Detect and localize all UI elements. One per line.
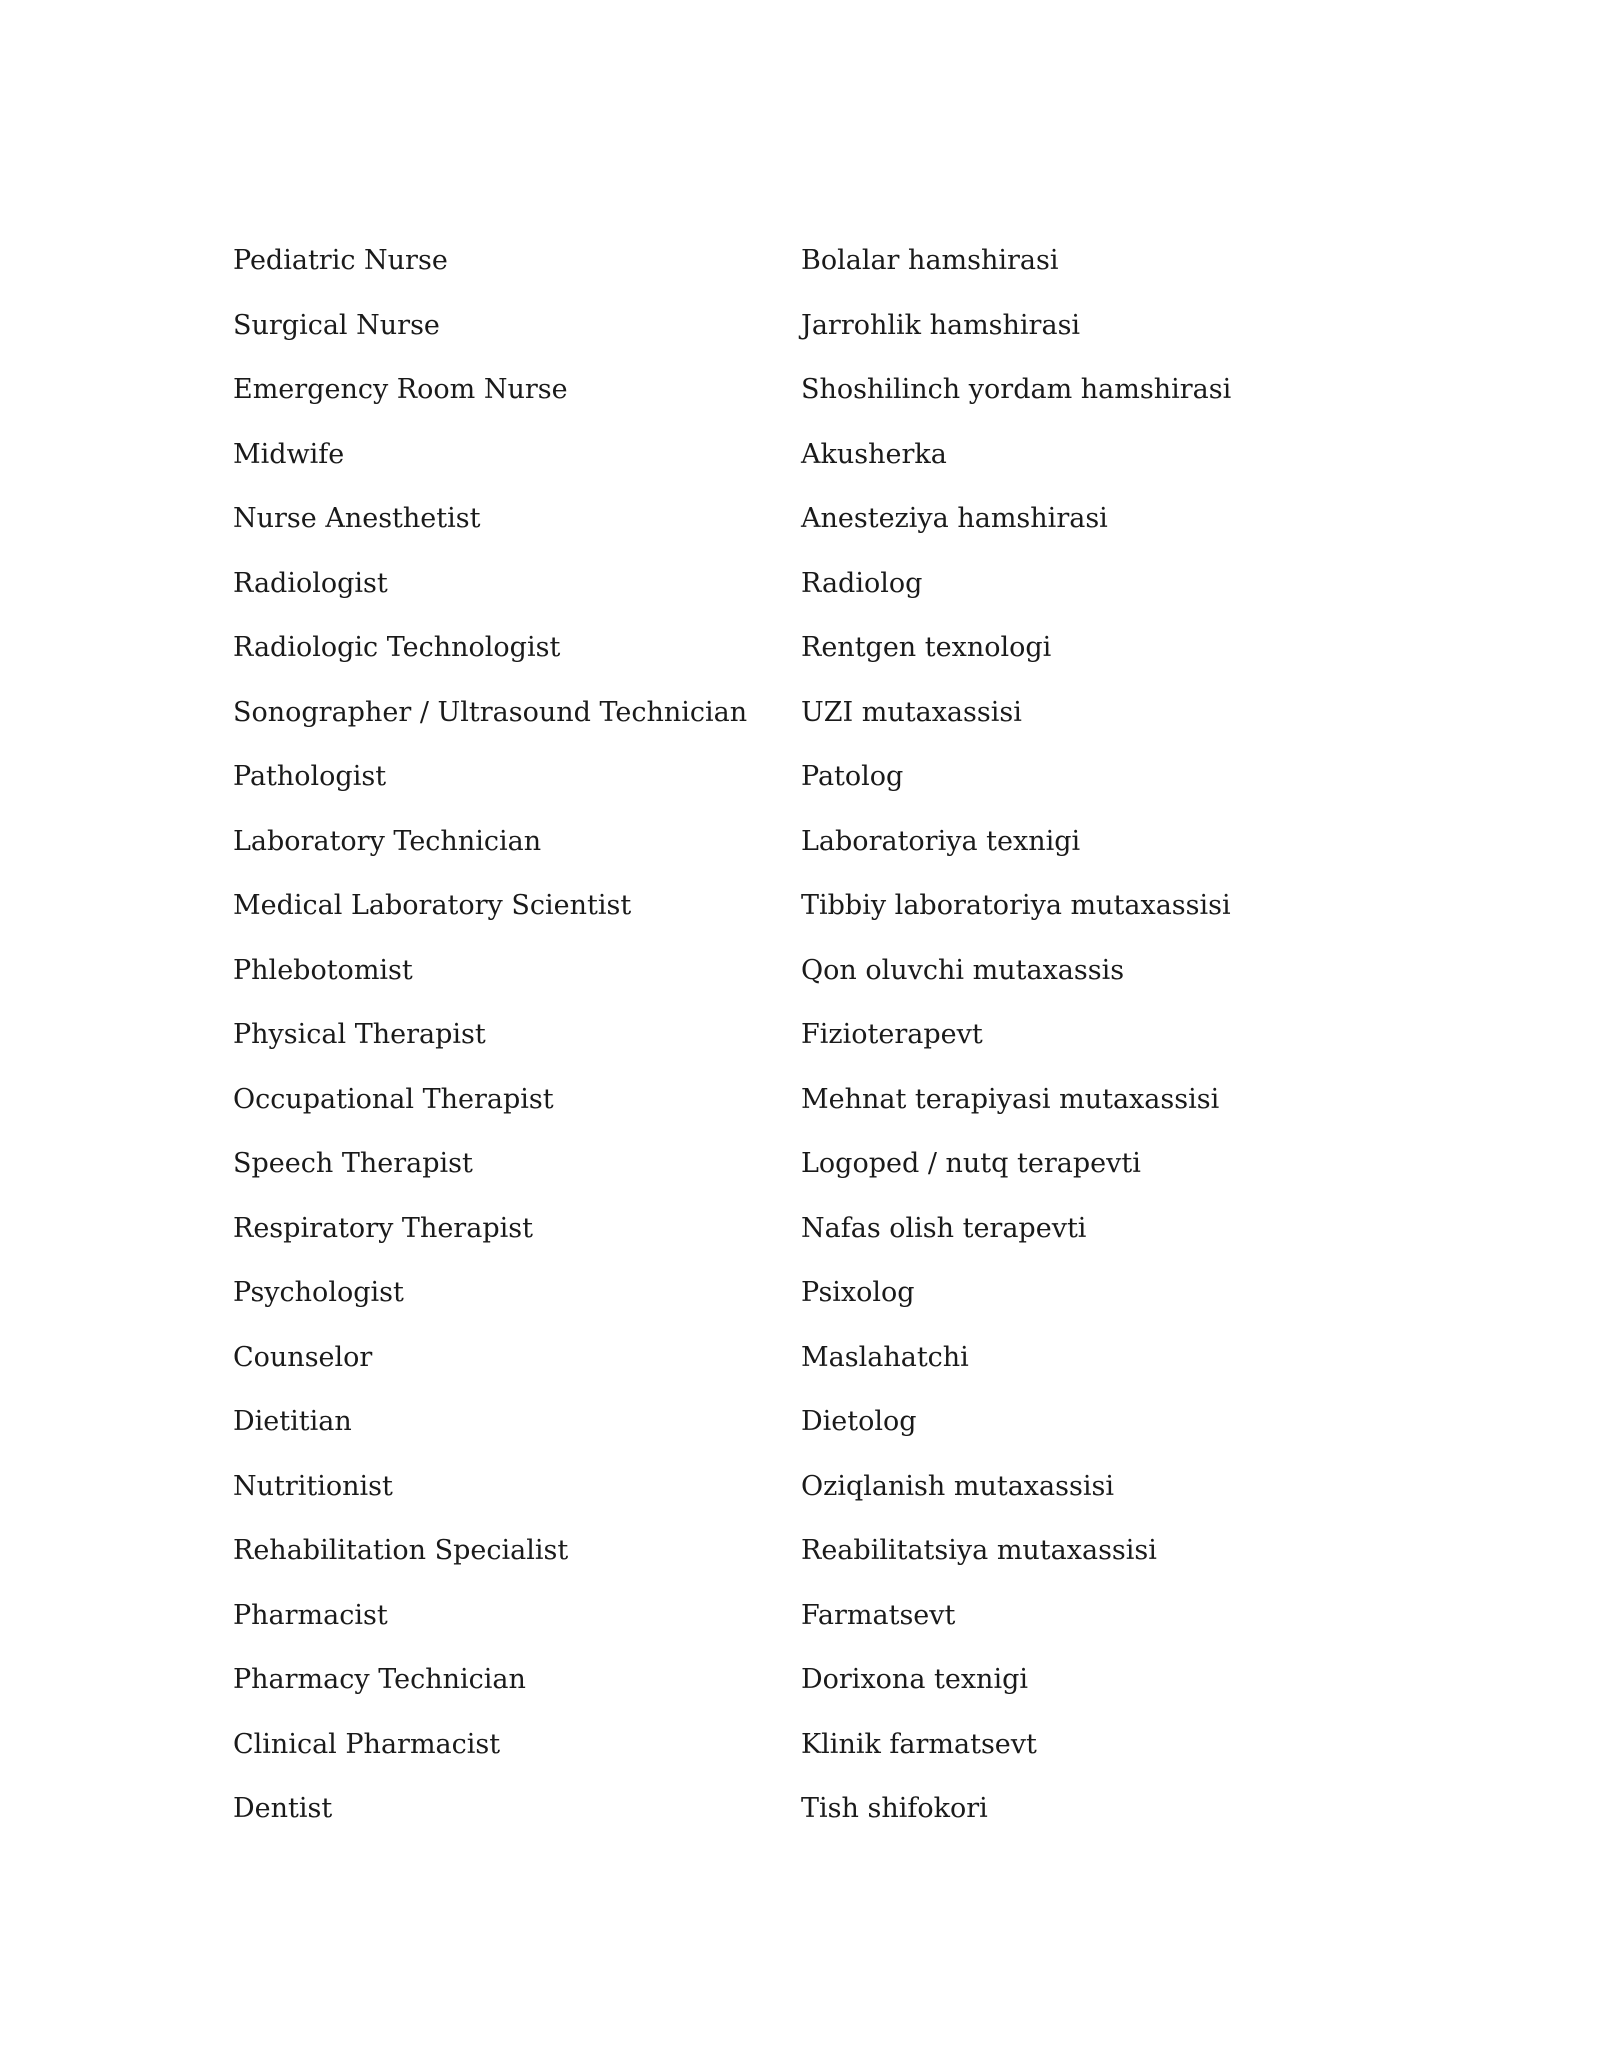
- uzbek-term: Dietolog: [801, 1406, 917, 1437]
- term-row: [233, 759, 1333, 824]
- english-term: Counselor: [233, 1341, 373, 1373]
- english-term: Speech Therapist: [233, 1148, 473, 1179]
- uzbek-term: UZI mutaxassisi: [801, 696, 1022, 728]
- uzbek-term: Reabilitatsiya mutaxassisi: [801, 1535, 1157, 1566]
- english-term: Psychologist: [233, 1277, 404, 1308]
- uzbek-term: Anesteziya hamshirasi: [801, 503, 1108, 534]
- uzbek-term: Qon oluvchi mutaxassis: [801, 954, 1125, 986]
- uzbek-term: Logoped / nutq terapevti: [801, 1148, 1141, 1179]
- term-row: [233, 1727, 1333, 1792]
- term-row: [233, 566, 1333, 631]
- term-row: [233, 1662, 1333, 1727]
- english-term: Emergency Room Nurse: [233, 374, 568, 405]
- uzbek-term: Klinik farmatsevt: [801, 1728, 1037, 1760]
- term-row: [233, 1340, 1333, 1405]
- uzbek-term: Fizioterapevt: [801, 1019, 983, 1050]
- english-term: Dietitian: [233, 1406, 352, 1437]
- english-term: Clinical Pharmacist: [233, 1728, 501, 1760]
- term-row: [233, 824, 1333, 889]
- uzbek-term: Mehnat terapiyasi mutaxassisi: [801, 1083, 1220, 1115]
- english-term: Physical Therapist: [233, 1019, 486, 1050]
- uzbek-term: Rentgen texnologi: [801, 632, 1052, 663]
- term-list: [233, 243, 1333, 1856]
- uzbek-term: Tish shifokori: [801, 1793, 988, 1824]
- term-row: [233, 308, 1333, 373]
- term-row: [233, 1404, 1333, 1469]
- uzbek-term: Akusherka: [801, 438, 947, 470]
- english-term: Radiologist: [233, 567, 388, 599]
- english-term: Respiratory Therapist: [233, 1212, 533, 1244]
- term-row: [233, 372, 1333, 437]
- english-term: Pediatric Nurse: [233, 245, 448, 276]
- english-term: Sonographer / Ultrasound Technician: [233, 696, 748, 728]
- english-term: Pharmacist: [233, 1599, 388, 1631]
- english-term: Nutritionist: [233, 1470, 393, 1502]
- english-term: Surgical Nurse: [233, 309, 440, 341]
- term-row: [233, 1211, 1333, 1276]
- term-row: [233, 1275, 1333, 1340]
- uzbek-term: Tibbiy laboratoriya mutaxassisi: [801, 890, 1231, 921]
- term-row: [233, 501, 1333, 566]
- english-term: Midwife: [233, 438, 345, 470]
- uzbek-term: Oziqlanish mutaxassisi: [801, 1470, 1114, 1502]
- term-row: [233, 1469, 1333, 1534]
- uzbek-term: Farmatsevt: [801, 1599, 956, 1631]
- term-row: [233, 1017, 1333, 1082]
- uzbek-term: Shoshilinch yordam hamshirasi: [801, 374, 1232, 405]
- english-term: Pathologist: [233, 761, 387, 792]
- uzbek-term: Nafas olish terapevti: [801, 1212, 1087, 1244]
- term-row: [233, 437, 1333, 502]
- uzbek-term: Dorixona texnigi: [801, 1664, 1028, 1695]
- english-term: Radiologic Technologist: [233, 632, 561, 663]
- english-term: Laboratory Technician: [233, 825, 542, 857]
- term-row: [233, 1082, 1333, 1147]
- uzbek-term: Laboratoriya texnigi: [801, 825, 1081, 857]
- uzbek-term: Radiolog: [801, 567, 923, 599]
- english-term: Pharmacy Technician: [233, 1664, 526, 1695]
- english-term: Dentist: [233, 1793, 333, 1824]
- term-row: [233, 1146, 1333, 1211]
- term-row: [233, 953, 1333, 1018]
- uzbek-term: Psixolog: [801, 1277, 915, 1308]
- english-term: Occupational Therapist: [233, 1083, 554, 1115]
- term-row: [233, 695, 1333, 760]
- term-row: [233, 888, 1333, 953]
- term-row: [233, 630, 1333, 695]
- english-term: Rehabilitation Specialist: [233, 1535, 569, 1566]
- term-row: [233, 243, 1333, 308]
- uzbek-term: Maslahatchi: [801, 1341, 969, 1373]
- english-term: Medical Laboratory Scientist: [233, 890, 632, 921]
- english-term: Nurse Anesthetist: [233, 503, 481, 534]
- uzbek-term: Bolalar hamshirasi: [801, 245, 1059, 276]
- term-row: [233, 1533, 1333, 1598]
- term-row: [233, 1598, 1333, 1663]
- uzbek-term: Jarrohlik hamshirasi: [801, 309, 1081, 341]
- english-term: Phlebotomist: [233, 954, 413, 986]
- term-row: [233, 1791, 1333, 1856]
- uzbek-term: Patolog: [801, 761, 904, 792]
